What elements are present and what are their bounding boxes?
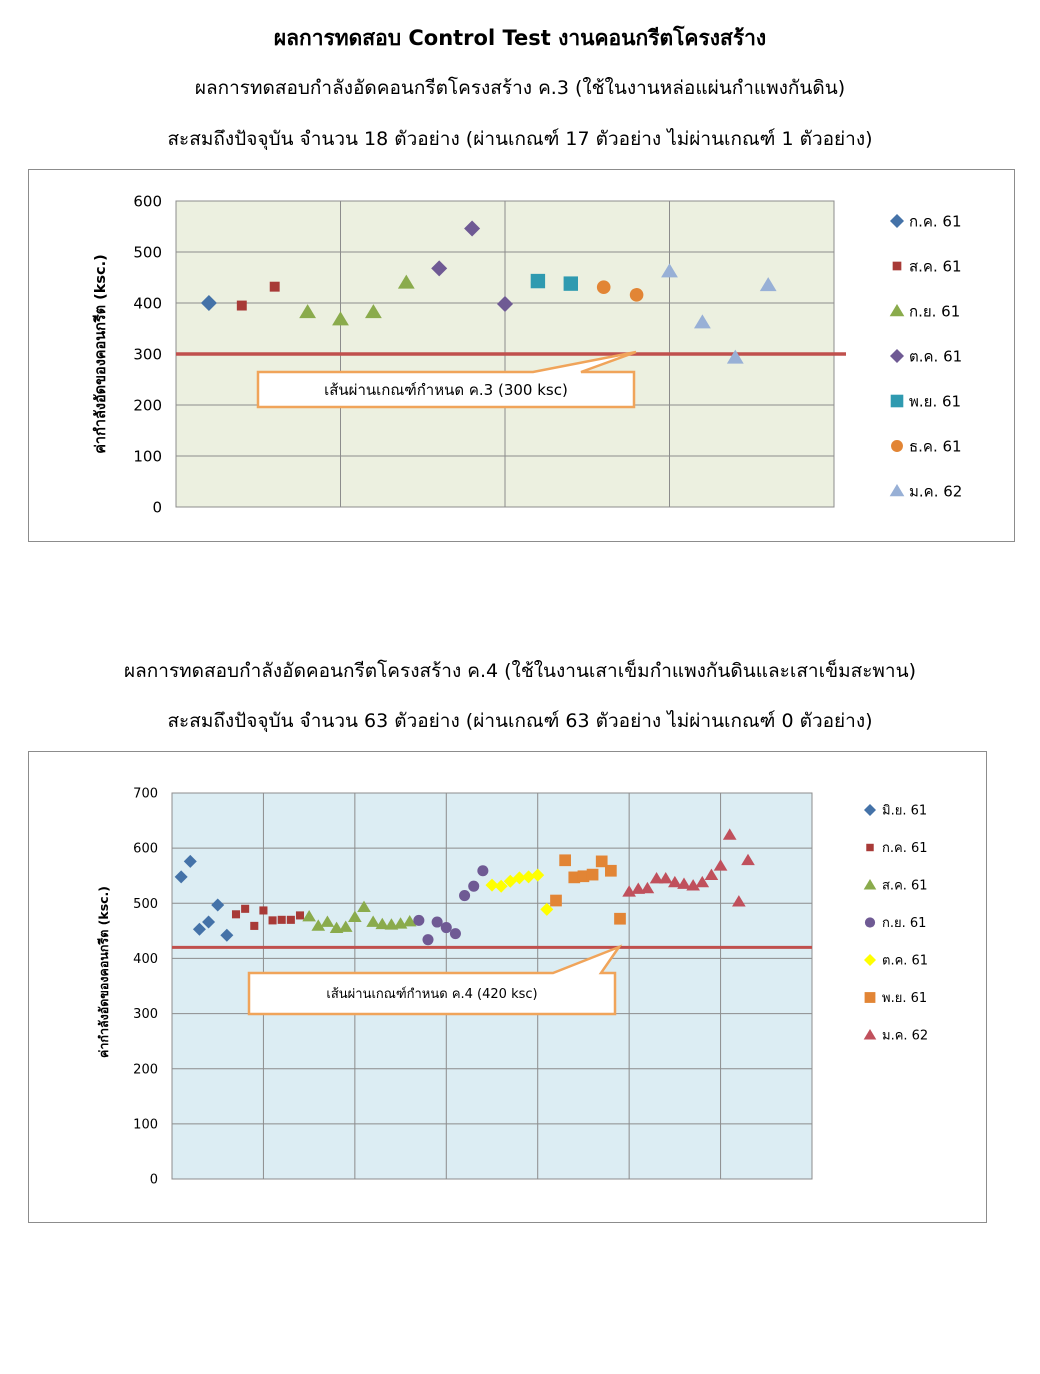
chart2-y-tick-label: 400 [133,951,158,967]
chart2-data-point [468,881,479,892]
chart2-data-point [450,928,461,939]
chart2-data-point [587,869,599,881]
chart2-y-tick-label: 0 [149,1172,158,1188]
chart1-legend-label: ก.ค. 61 [909,212,962,231]
chart1-data-point [270,282,280,292]
chart1-data-point [630,288,644,302]
chart2-data-point [459,890,470,901]
chart1-svg [29,170,1014,541]
chart1-data-point [531,274,545,288]
chart1-legend-label: ต.ค. 61 [909,347,963,366]
chart2-legend-marker [865,917,875,927]
chart1-legend-label: ม.ค. 62 [909,482,963,501]
chart2-data-point [422,934,433,945]
chart1-legend-label: ธ.ค. 61 [909,437,962,456]
chart2-svg [29,752,986,1222]
chart1-legend-marker [893,262,902,271]
chart1-y-tick-label: 600 [133,192,162,211]
chart1-subtitle-2: สะสมถึงปัจจุบัน จำนวน 18 ตัวอย่าง (ผ่านเกณฑ์ 17 ตัวอย่าง ไม่ผ่านเกณฑ์ 1 ตัวอย่าง) [167,128,873,150]
chart1-legend-marker [891,440,903,452]
chart2-data-point [269,916,277,924]
chart2-legend-marker [864,1029,877,1040]
chart2-data-point [605,865,617,877]
chart1-legend-label: ส.ค. 61 [909,257,962,276]
chart2-legend-label: มิ.ย. 61 [882,803,928,819]
chart2-data-point [477,865,488,876]
chart1-legend-marker [890,349,904,363]
chart2-threshold-label: เส้นผ่านเกณฑ์กำหนด ค.4 (420 ksc) [326,987,538,1003]
chart1-frame [28,169,1015,542]
chart2-legend-label: พ.ย. 61 [882,991,928,1007]
chart1-threshold-label: เส้นผ่านเกณฑ์กำหนด ค.3 (300 ksc) [324,380,568,399]
chart2-data-point [287,916,295,924]
chart2-y-axis-label: ค่ากำลังอัดของคอนกรีต (ksc.) [96,885,111,1059]
chart1-legend-marker [890,214,904,228]
chart1-legend-label: พ.ย. 61 [909,392,962,411]
chart1-y-tick-label: 200 [133,396,162,415]
chart1-data-point [564,276,578,290]
chart1-data-point [237,301,247,311]
chart2-data-point [241,905,249,913]
chart1-y-tick-label: 100 [133,447,162,466]
chart2-legend-label: ส.ค. 61 [882,878,928,894]
chart1-y-tick-label: 0 [152,498,162,517]
chart2-y-tick-label: 600 [133,841,158,857]
chart2-legend-marker [864,804,876,816]
chart2-y-tick-label: 700 [133,786,158,802]
chart2-legend-label: ม.ค. 62 [882,1028,929,1044]
chart2-legend-marker [866,844,873,851]
chart2-data-point [250,922,258,930]
chart1-legend-label: ก.ย. 61 [909,302,961,321]
chart2-data-point [278,916,286,924]
chart2-data-point [232,910,240,918]
chart2-data-point [559,854,571,866]
chart2-y-tick-label: 200 [133,1062,158,1078]
chart1-y-axis-label: ค่ากำลังอัดของคอนกรีต (ksc.) [93,254,109,454]
chart2-data-point [296,911,304,919]
chart2-legend-marker [865,992,876,1003]
chart1-legend-marker [891,395,904,408]
chart2-legend-label: ก.ย. 61 [882,916,927,932]
chart2-data-point [550,895,562,907]
chart2-legend-marker [864,879,877,890]
chart2-legend-marker [864,954,876,966]
chart2-data-point [614,913,626,925]
chart1-subtitle-1: ผลการทดสอบกำลังอัดคอนกรีตโครงสร้าง ค.3 (ใช้ในงานหล่อแผ่นกำแพงกันดิน) [194,77,846,99]
chart1-y-tick-label: 400 [133,294,162,313]
page-title: ผลการทดสอบ Control Test งานคอนกรีตโครงสร้าง [273,26,767,50]
chart2-data-point [259,906,267,914]
chart2-data-point [432,917,443,928]
chart2-y-tick-label: 100 [133,1117,158,1133]
chart2-legend-label: ก.ค. 61 [882,841,928,857]
chart1-legend-marker [890,304,905,316]
chart2-y-tick-label: 300 [133,1007,158,1023]
chart1-data-point [597,280,611,294]
chart2-data-point [441,922,452,933]
chart2-frame [28,751,987,1223]
chart2-data-point [413,915,424,926]
chart2-y-tick-label: 500 [133,896,158,912]
chart1-y-tick-label: 300 [133,345,162,364]
chart1-y-tick-label: 500 [133,243,162,262]
chart2-subtitle-1: ผลการทดสอบกำลังอัดคอนกรีตโครงสร้าง ค.4 (ใช้ในงานเสาเข็มกำแพงกันดินและเสาเข็มสะพาน) [124,660,916,682]
chart1-legend-marker [890,484,905,496]
chart2-subtitle-2: สะสมถึงปัจจุบัน จำนวน 63 ตัวอย่าง (ผ่านเกณฑ์ 63 ตัวอย่าง ไม่ผ่านเกณฑ์ 0 ตัวอย่าง) [167,710,873,732]
chart2-legend-label: ต.ค. 61 [882,953,929,969]
